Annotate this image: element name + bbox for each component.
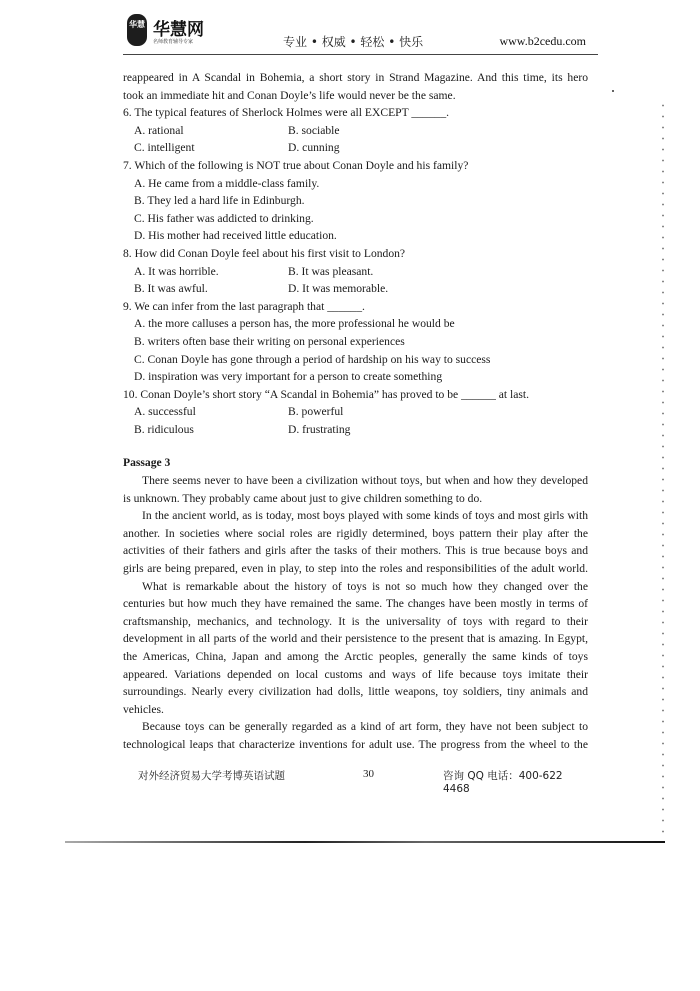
- text-line: development in all parts of the world and their persistence to the present that is amazing. In Egypt,: [123, 632, 588, 646]
- text-line: In the ancient world, as is today, most boys played with some kinds of toys and most girls with: [142, 509, 588, 523]
- scan-artifact: [612, 90, 614, 92]
- option-d[interactable]: D. inspiration was very important for a person to create something: [134, 370, 443, 384]
- text-line: surroundings. Nearly every civilization had dolls, little weapons, toy soldiers, tiny animals and: [123, 685, 588, 699]
- option-b[interactable]: B. powerful: [288, 405, 344, 419]
- passage-title: Passage 3: [123, 456, 171, 470]
- text-line: is unknown. They probably came about just to give children something to do.: [123, 491, 483, 505]
- question-stem: 10. Conan Doyle’s short story “A Scandal in Bohemia” has proved to be ______ at last.: [123, 387, 530, 401]
- text-line: There seems never to have been a civilization without toys, but when and how they developed: [142, 474, 588, 488]
- passage-paragraph-2: [123, 507, 588, 577]
- text-line: craftsmanship, mechanics, and technology. It is the universality of toys with regard to their: [123, 614, 588, 628]
- option-b[interactable]: B. sociable: [288, 123, 340, 137]
- option-d[interactable]: D. frustrating: [288, 422, 351, 436]
- option-a[interactable]: A. rational: [134, 123, 184, 137]
- footer-contact: 咨询 QQ 电话：400-622 4468: [443, 770, 563, 795]
- option-b[interactable]: B. writers often base their writing on personal experiences: [134, 334, 405, 348]
- question-8: [123, 245, 588, 298]
- header-slogan: 专业 • 权威 • 轻松 • 快乐: [283, 35, 424, 49]
- footer-title: 对外经济贸易大学考博英语试题: [138, 770, 285, 782]
- continuation-paragraph: [123, 69, 588, 104]
- logo-name: 华慧网: [153, 20, 204, 40]
- question-7: [123, 157, 588, 245]
- page-bottom-edge: [65, 841, 665, 843]
- text-line: the Americas, China, Japan and among the Arctic peoples, generally the same kinds of toys: [123, 650, 588, 663]
- option-c[interactable]: B. It was awful.: [134, 282, 208, 296]
- option-a[interactable]: A. the more calluses a person has, the more professional he would be: [134, 317, 455, 331]
- passage-paragraph-4: [123, 718, 588, 753]
- option-a[interactable]: A. It was horrible.: [134, 264, 219, 278]
- text-line: another. In societies where social roles are rigidly determined, boys pattern their play after the: [123, 526, 588, 540]
- option-c[interactable]: C. His father was addicted to drinking.: [134, 211, 314, 225]
- text-line: vehicles.: [123, 702, 164, 716]
- text-line: girls are being prepared, even in play, to step into the roles and responsibilities of the adult world.: [123, 562, 588, 576]
- option-c[interactable]: B. ridiculous: [134, 422, 194, 436]
- passage-paragraph-3: [123, 578, 588, 719]
- scan-edge-artifact: [662, 100, 664, 840]
- option-a[interactable]: A. He came from a middle-class family.: [134, 176, 320, 190]
- option-d[interactable]: D. cunning: [288, 141, 340, 155]
- option-d[interactable]: D. It was memorable.: [288, 282, 389, 296]
- question-stem: 9. We can infer from the last paragraph that ______.: [123, 299, 365, 313]
- option-d[interactable]: D. His mother had received little education.: [134, 229, 337, 243]
- site-url-link[interactable]: www.b2cedu.com: [499, 34, 586, 48]
- option-b[interactable]: B. They led a hard life in Edinburgh.: [134, 194, 305, 208]
- question-10: [123, 386, 588, 439]
- question-stem: 7. Which of the following is NOT true about Conan Doyle and his family?: [123, 158, 469, 172]
- text-line: took an immediate hit and Conan Doyle’s life would never be the same.: [123, 88, 456, 102]
- text-line: appeared. Variations depended on local customs and ways of life because toys imitate their: [123, 667, 588, 681]
- text-line: technological leaps that characterize inventions for adult use. The progress from the wheel to the: [123, 737, 588, 751]
- logo-subtitle: 名师教育辅导专家: [153, 39, 194, 45]
- option-b[interactable]: B. It was pleasant.: [288, 264, 374, 278]
- passage-paragraph-1: [123, 472, 588, 507]
- option-c[interactable]: C. Conan Doyle has gone through a period of hardship on his way to success: [134, 352, 491, 366]
- option-a[interactable]: A. successful: [134, 405, 196, 419]
- text-line: activities of their fathers and girls after the tasks of their mothers. This is true because boys and: [123, 544, 588, 558]
- question-stem: 8. How did Conan Doyle feel about his first visit to London?: [123, 246, 406, 260]
- page-number: 30: [363, 768, 374, 780]
- logo-badge-icon: 华慧: [127, 14, 147, 46]
- page-header: [123, 10, 586, 50]
- question-6: [123, 104, 588, 157]
- page-content: [123, 69, 588, 754]
- text-line: reappeared in A Scandal in Bohemia, a short story in Strand Magazine. And this time, its hero: [123, 71, 588, 84]
- header-divider: [123, 54, 598, 55]
- question-9: [123, 298, 588, 386]
- text-line: What is remarkable about the history of toys is not so much how they changed over the: [142, 579, 588, 593]
- site-logo[interactable]: [123, 12, 263, 50]
- text-line: centuries but how much they have remained the same. The changes have been mostly in terms of: [123, 597, 588, 611]
- text-line: Because toys can be generally regarded as a kind of art form, they have not been subject to: [142, 720, 588, 734]
- option-c[interactable]: C. intelligent: [134, 141, 195, 155]
- question-stem: 6. The typical features of Sherlock Holmes were all EXCEPT ______.: [123, 106, 450, 120]
